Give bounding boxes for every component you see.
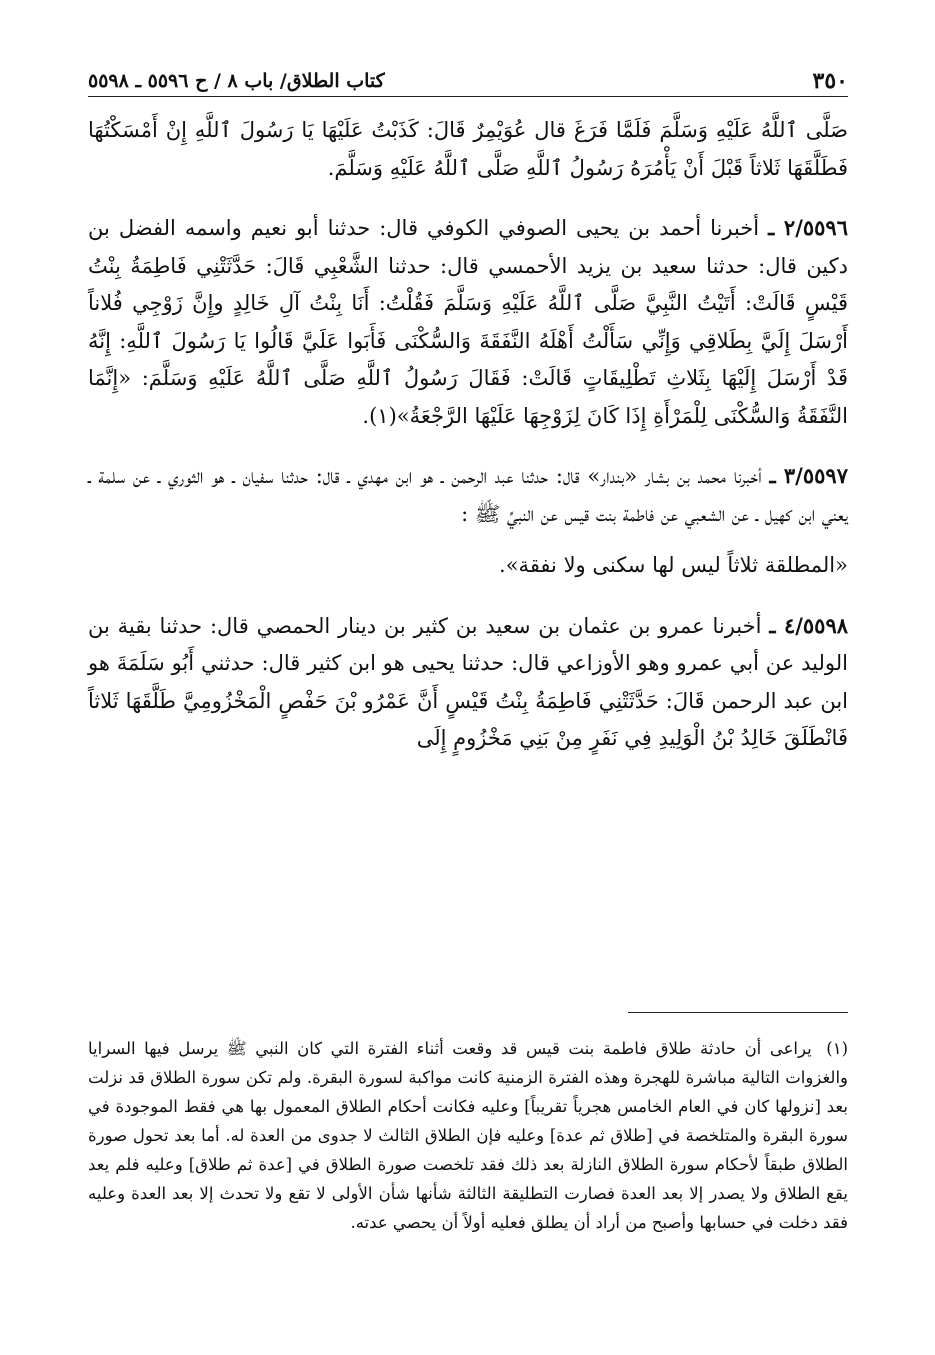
hadith-5598 <box>88 607 848 758</box>
page-number: ٣٥٠ <box>812 68 848 94</box>
book-page <box>88 0 848 1355</box>
paragraph-continuation <box>88 112 848 187</box>
hadith-number: ٢/٥٥٩٦ ـ <box>768 215 848 240</box>
hadith-5597 <box>88 457 848 533</box>
hadith-5596 <box>88 209 848 435</box>
main-text <box>88 112 848 780</box>
paragraph-text: صَلَّى ٱللَّهُ عَلَيْهِ وَسَلَّمَ فَلَمَّا فَرَغَ قال عُوَيْمِرٌ قَالَ: كَذَبْتُ عَلَيْهَا يَا رَسُولَ ٱللَّهِ إِنْ أَمْسَكْتُهَا فَطَلَّقَهَا ثَلاثاً قَبْلَ أَنْ يَأْمُرَهُ رَسُولُ ٱللَّهِ صَلَّى ٱللَّهُ عَلَيْهِ وَسَلَّمَ. <box>88 118 848 180</box>
hadith-number: ٤/٥٥٩٨ ـ <box>769 612 849 638</box>
hadith-text: أخبرنا أحمد بن يحيى الصوفي الكوفي قال: حدثنا أبو نعيم واسمه الفضل بن دكين قال: حدثنا سعيد بن يزيد الأحمسي قال: حدثنا الشَّعْبِي قَالَ: حَدَّثَتْنِي فَاطِمَةُ بِنْتُ قَيْسٍ قَالَتْ: أَتَيْتُ النَّبِيَّ صَلَّى ٱللَّهُ عَلَيْهِ وَسَلَّمَ فَقُلْتُ: أَنَا بِنْتُ آلِ خَالِدٍ وإِنَّ زَوْجِي فُلاناً أَرْسَلَ إِلَيَّ بِطَلاقِي وَإِنِّي سَأَلْتُ أَهْلَهُ النَّفَقَةَ وَالسُّكْنَى فَأَبَوا عَلَيَّ قَالُوا يَا رَسُولَ ٱللَّهِ: إِنَّهُ قَدْ أَرْسَلَ إِلَيْهَا بِثَلاثِ تَطْلِيقَاتٍ قَالَتْ: فَقَالَ رَسُولُ ٱللَّهِ صَلَّى ٱللَّهُ عَلَيْهِ وَسَلَّمَ: «إِنَّمَا النَّفَقَةُ وَالسُّكْنَى لِلْمَرْأَةِ إِذَا كَانَ لِزَوْجِهَا عَلَيْهَا الرَّجْعَةُ»(١). <box>88 216 848 428</box>
hadith-text: أخبرنا محمد بن بشار «بندار» قال: حدثنا عبد الرحمن ـ هو ابن مهدي ـ قال: حدثنا سفيان ـ هو الثوري ـ عن سلمة ـ يعني ابن كهيل ـ عن الشعبي عن فاطمة بنت قيس عن النبيِّ ﷺ : <box>88 464 848 526</box>
hadith-5597-matn <box>88 547 848 585</box>
footnote-mark: (١) <box>826 1039 848 1058</box>
hadith-text: «المطلقة ثلاثاً ليس لها سكنى ولا نفقة». <box>499 553 848 577</box>
chapter-title: كتاب الطلاق/ باب ٨ / ح ٥٥٩٦ ـ ٥٥٩٨ <box>88 70 385 92</box>
hadith-text: أخبرنا عمرو بن عثمان بن سعيد بن كثير بن دينار الحمصي قال: حدثنا بقية بن الوليد عن أبي عمرو وهو الأوزاعي قال: حدثنا يحيى هو ابن كثير قال: حدثني أَبُو سَلَمَةَ هو ابن عبد الرحمن قَالَ: حَدَّثَتْنِي فَاطِمَةُ بِنْتُ قَيْسٍ أَنَّ عَمْرُو بْنَ حَفْصٍ الْمَخْزُومِيَّ طَلَّقَهَا ثَلاثاً فَانْطَلَقَ خَالِدُ بْنُ الْوَلِيدِ فِي نَفَرٍ مِنْ بَنِي مَخْزُومٍ إِلَى <box>88 613 848 750</box>
footnote-text: يراعى أن حادثة طلاق فاطمة بنت قيس قد وقعت أثناء الفترة التي كان النبي ﷺ يرسل فيها السرايا والغزوات التالية مباشرة للهجرة وهذه الفترة الزمنية كانت مواكبة لسورة البقرة. ولم تكن سورة الطلاق قد نزلت بعد [نزولها كان في العام الخامس هجرياً تقريباً] وعليه فكانت أحكام الطلاق المعمول بها هي فقط الموجودة في سورة البقرة والمتلخصة في [طلاق ثم عدة] وعليه فإن الطلاق الثالث لا جدوى من العدة له. أما بعد تحول صورة الطلاق طبقاً لأحكام سورة الطلاق النازلة بعد ذلك فقد تلخصت صورة الطلاق في [عدة ثم طلاق] وعليه فلم يعد يقع الطلاق ولا يصدر إلا بعد العدة فصارت التطليقة الثالثة شأنها شأن الأولى لا تقع ولا تحدث إلا بعد العدة وعليه فقد دخلت في حسابها وأصبح من أراد أن يطلق فعليه أولاً أن يحصي عدته. <box>88 1039 848 1232</box>
footnote <box>88 1034 848 1237</box>
running-header <box>88 62 848 97</box>
hadith-number: ٣/٥٥٩٧ ـ <box>769 463 848 488</box>
footnote-divider <box>628 1012 848 1013</box>
